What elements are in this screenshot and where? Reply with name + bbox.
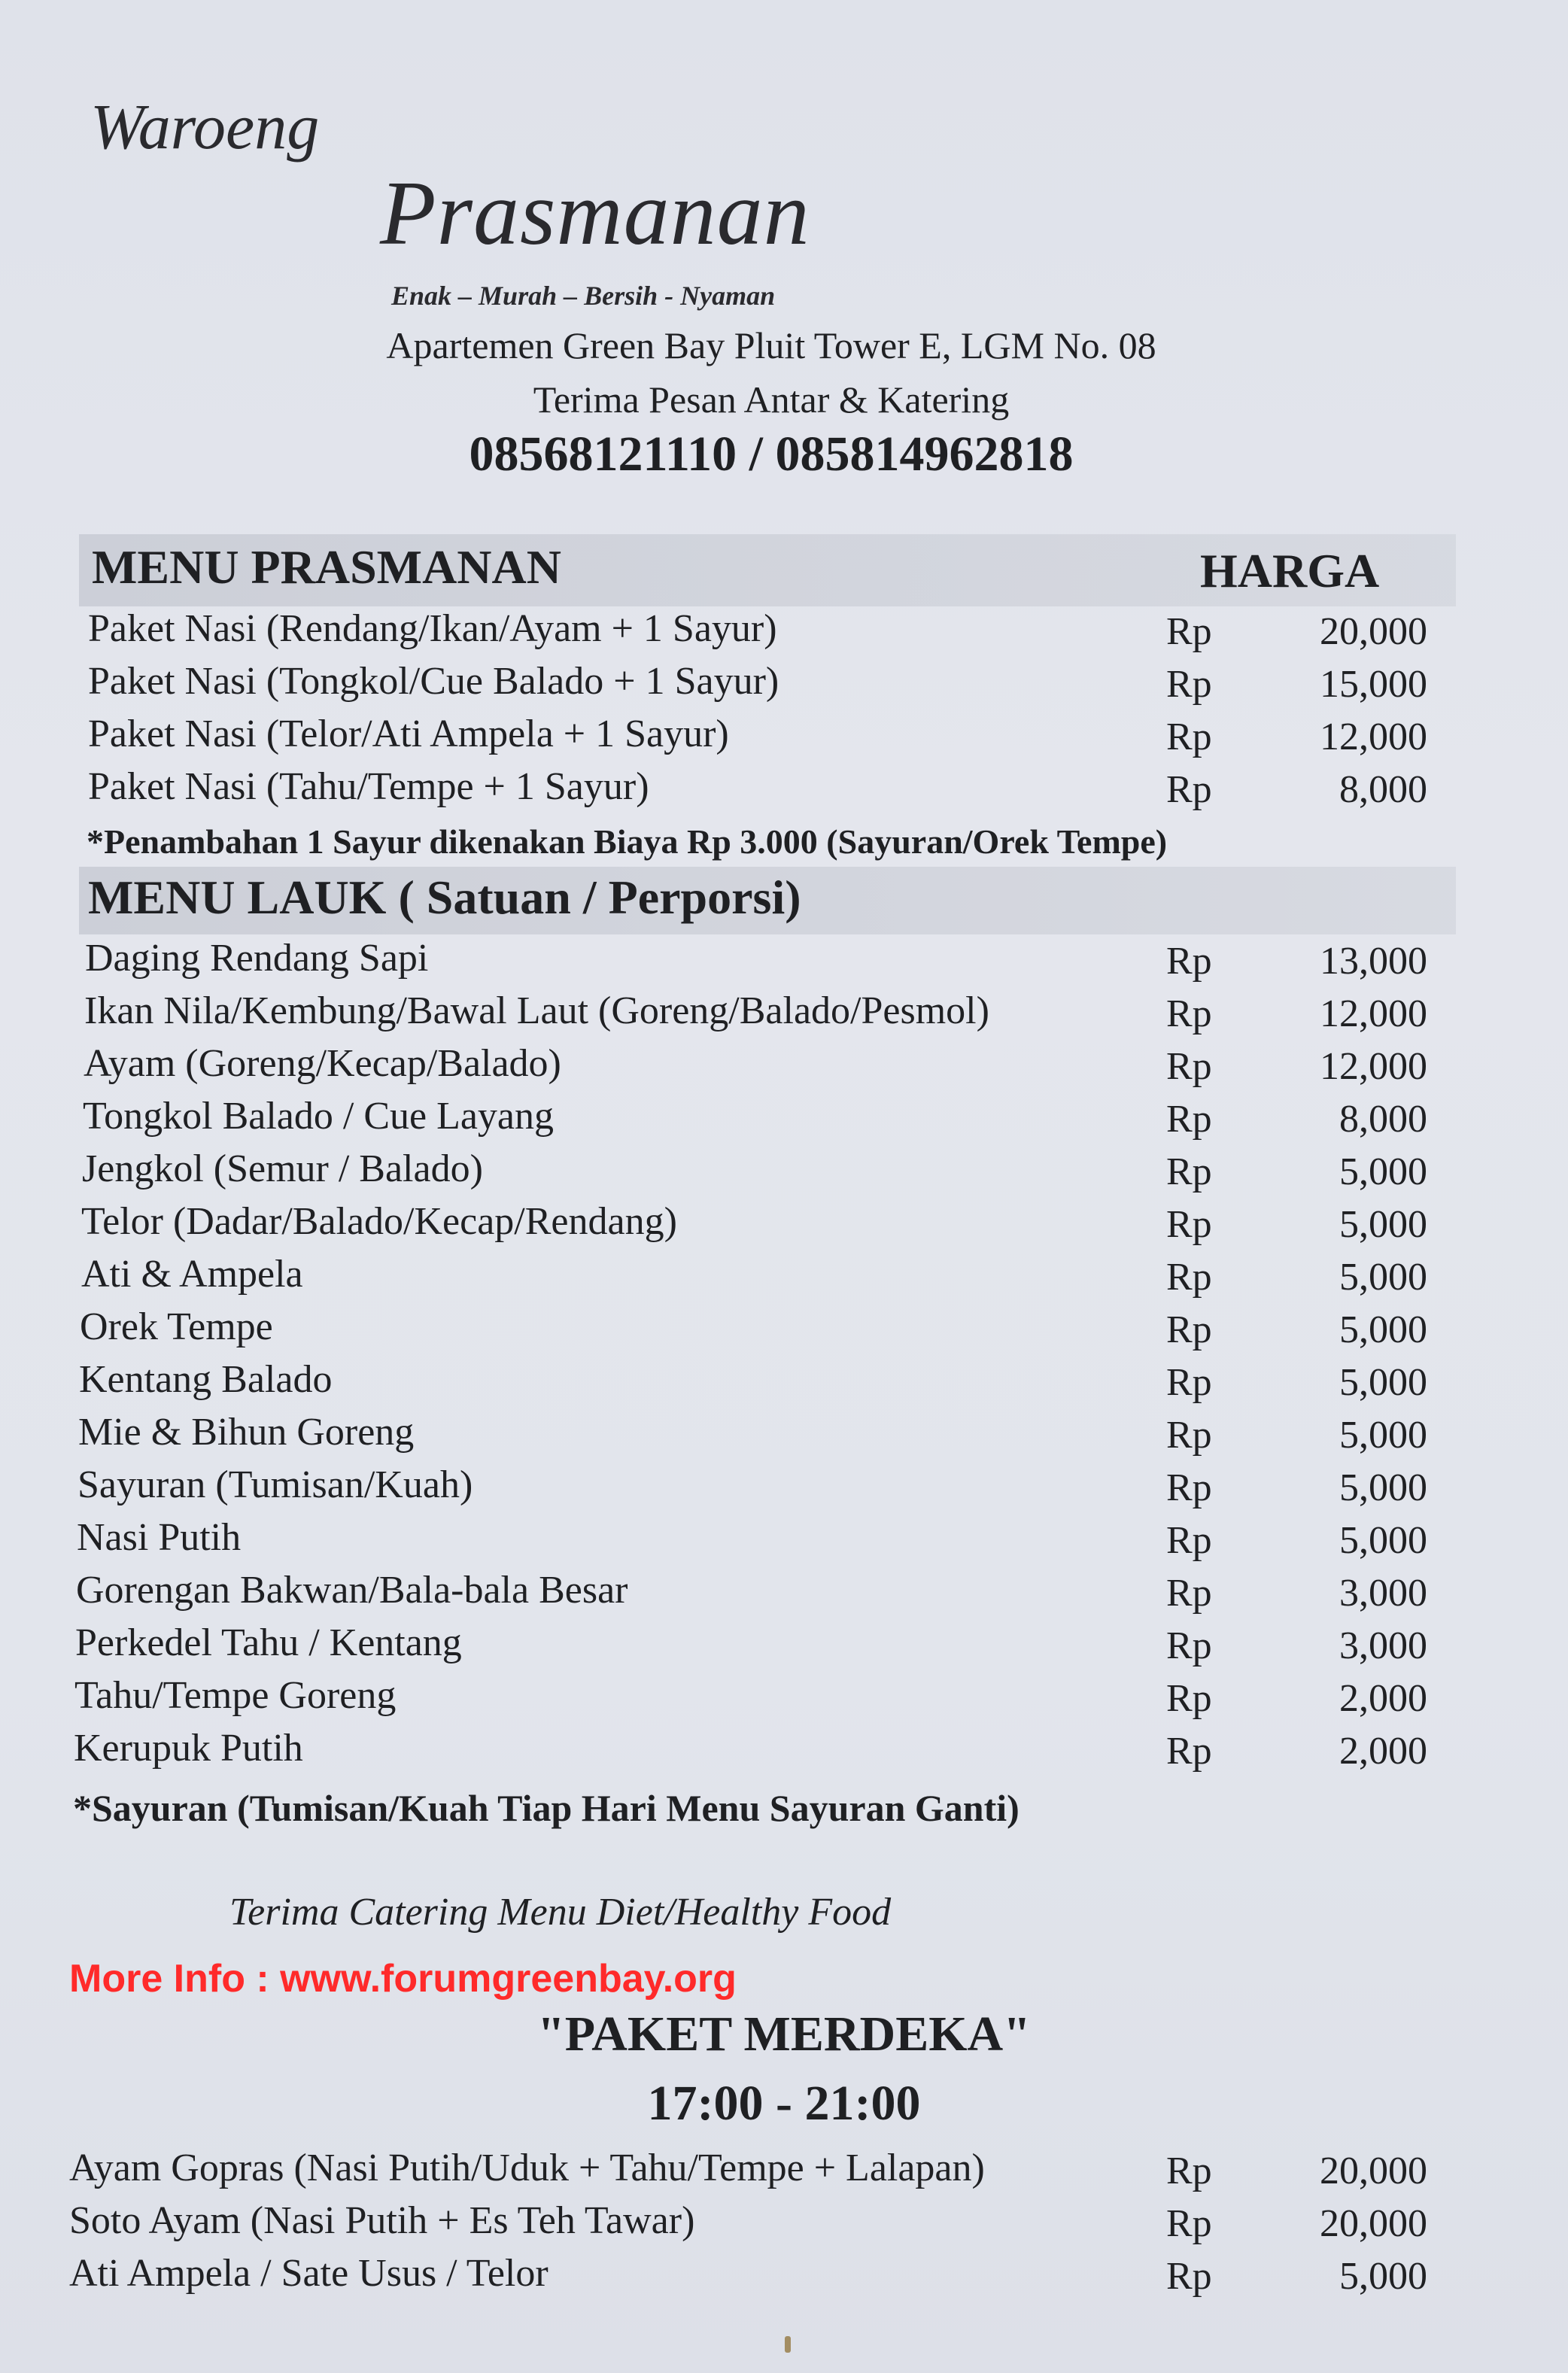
item-currency: Rp (1166, 1519, 1212, 1562)
item-currency: Rp (1166, 1150, 1212, 1193)
item-name: Kentang Balado (79, 1358, 333, 1401)
item-name: Paket Nasi (Tahu/Tempe + 1 Sayur) (88, 765, 649, 808)
menu-item (0, 1410, 1568, 1463)
menu-item (0, 1621, 1568, 1673)
item-price: 12,000 (1320, 1045, 1427, 1088)
item-price: 5,000 (1339, 1308, 1427, 1351)
menu-item (0, 1147, 1568, 1199)
item-name: Paket Nasi (Rendang/Ikan/Ayam + 1 Sayur) (88, 607, 777, 650)
item-currency: Rp (1166, 1045, 1212, 1088)
item-name: Ati & Ampela (81, 1253, 303, 1296)
menu-item (0, 1041, 1568, 1094)
price-column-header: HARGA (1200, 544, 1380, 597)
menu-item (0, 1199, 1568, 1252)
catering-note: Terima Catering Menu Diet/Healthy Food (229, 1891, 892, 1934)
menu-item (0, 606, 1568, 659)
menu-item (0, 1515, 1568, 1568)
item-currency: Rp (1166, 1677, 1212, 1720)
item-currency: Rp (1166, 2150, 1212, 2192)
item-price: 2,000 (1339, 1730, 1427, 1773)
item-price: 5,000 (1339, 1150, 1427, 1193)
item-price: 13,000 (1320, 940, 1427, 983)
item-currency: Rp (1166, 1730, 1212, 1773)
item-price: 3,000 (1339, 1624, 1427, 1667)
item-name: Orek Tempe (80, 1305, 273, 1348)
menu-item (0, 1252, 1568, 1305)
item-price: 5,000 (1339, 2255, 1427, 2298)
item-name: Ayam Gopras (Nasi Putih/Uduk + Tahu/Tempe + Lalapan) (69, 2147, 985, 2189)
item-name: Soto Ayam (Nasi Putih + Es Teh Tawar) (69, 2199, 695, 2242)
paket-title: "PAKET MERDEKA" (537, 2007, 1031, 2062)
paper-mark (785, 2336, 791, 2353)
item-currency: Rp (1166, 1308, 1212, 1351)
item-currency: Rp (1166, 663, 1212, 706)
menu-item (0, 659, 1568, 712)
item-price: 5,000 (1339, 1256, 1427, 1299)
item-name: Paket Nasi (Telor/Ati Ampela + 1 Sayur) (88, 713, 729, 755)
item-name: Tongkol Balado / Cue Layang (83, 1095, 555, 1138)
item-price: 5,000 (1339, 1519, 1427, 1562)
menu-item (0, 1094, 1568, 1147)
item-price: 5,000 (1339, 1203, 1427, 1246)
item-name: Paket Nasi (Tongkol/Cue Balado + 1 Sayur) (88, 660, 779, 703)
item-name: Ikan Nila/Kembung/Bawal Laut (Goreng/Balado/Pesmol) (84, 989, 989, 1032)
item-price: 8,000 (1339, 1098, 1427, 1141)
menu-item (0, 2251, 1568, 2304)
menu-item (0, 712, 1568, 764)
item-currency: Rp (1166, 1098, 1212, 1141)
item-price: 20,000 (1320, 2150, 1427, 2192)
item-currency: Rp (1166, 768, 1212, 811)
item-name: Perkedel Tahu / Kentang (75, 1621, 462, 1664)
item-currency: Rp (1166, 1466, 1212, 1509)
item-name: Telor (Dadar/Balado/Kecap/Rendang) (81, 1200, 677, 1243)
item-price: 2,000 (1339, 1677, 1427, 1720)
menu-item (0, 1726, 1568, 1779)
item-price: 5,000 (1339, 1414, 1427, 1457)
phone-numbers: 08568121110 / 085814962818 (469, 427, 1074, 482)
item-price: 12,000 (1320, 992, 1427, 1035)
item-name: Ati Ampela / Sate Usus / Telor (69, 2252, 548, 2295)
item-currency: Rp (1166, 1256, 1212, 1299)
menu-item (0, 764, 1568, 817)
menu-item (0, 2146, 1568, 2198)
menu-item (0, 1673, 1568, 1726)
item-price: 12,000 (1320, 716, 1427, 758)
menu-item (0, 936, 1568, 989)
item-currency: Rp (1166, 1361, 1212, 1404)
item-name: Tahu/Tempe Goreng (74, 1674, 397, 1717)
menu-item (0, 1357, 1568, 1410)
item-price: 8,000 (1339, 768, 1427, 811)
item-name: Daging Rendang Sapi (85, 937, 429, 980)
item-name: Mie & Bihun Goreng (78, 1411, 415, 1454)
item-name: Jengkol (Semur / Balado) (82, 1147, 483, 1190)
section-title-lauk: MENU LAUK ( Satuan / Perporsi) (88, 871, 801, 924)
item-currency: Rp (1166, 1624, 1212, 1667)
item-currency: Rp (1166, 716, 1212, 758)
tagline: Enak – Murah – Bersih - Nyaman (391, 281, 776, 311)
item-currency: Rp (1166, 1414, 1212, 1457)
address: Apartemen Green Bay Pluit Tower E, LGM No. 08 (386, 324, 1156, 366)
brand-line-2: Prasmanan (380, 163, 810, 264)
more-info-link[interactable]: More Info : www.forumgreenbay.org (69, 1957, 737, 2001)
item-currency: Rp (1166, 2255, 1212, 2298)
item-currency: Rp (1166, 1203, 1212, 1246)
menu-item (0, 1305, 1568, 1357)
item-currency: Rp (1166, 992, 1212, 1035)
paket-time: 17:00 - 21:00 (647, 2076, 921, 2131)
item-name: Kerupuk Putih (74, 1727, 303, 1770)
item-price: 5,000 (1339, 1466, 1427, 1509)
item-name: Gorengan Bakwan/Bala-bala Besar (76, 1569, 628, 1612)
item-currency: Rp (1166, 2202, 1212, 2245)
item-price: 15,000 (1320, 663, 1427, 706)
item-name: Nasi Putih (77, 1516, 242, 1559)
menu-item (0, 1568, 1568, 1621)
lauk-note: *Sayuran (Tumisan/Kuah Tiap Hari Menu Sayuran Ganti) (73, 1787, 1020, 1829)
item-price: 20,000 (1320, 610, 1427, 653)
item-currency: Rp (1166, 610, 1212, 653)
brand-line-1: Waroeng (90, 90, 320, 163)
menu-item (0, 2198, 1568, 2251)
menu-item (0, 1463, 1568, 1515)
menu-item (0, 989, 1568, 1041)
item-name: Ayam (Goreng/Kecap/Balado) (84, 1042, 561, 1085)
item-currency: Rp (1166, 1572, 1212, 1615)
prasmanan-note: *Penambahan 1 Sayur dikenakan Biaya Rp 3.000 (Sayuran/Orek Tempe) (87, 822, 1168, 861)
item-price: 3,000 (1339, 1572, 1427, 1615)
item-price: 5,000 (1339, 1361, 1427, 1404)
section-title-prasmanan: MENU PRASMANAN (92, 540, 561, 594)
item-price: 20,000 (1320, 2202, 1427, 2245)
service-line: Terima Pesan Antar & Katering (533, 378, 1010, 421)
item-currency: Rp (1166, 940, 1212, 983)
item-name: Sayuran (Tumisan/Kuah) (77, 1463, 473, 1506)
